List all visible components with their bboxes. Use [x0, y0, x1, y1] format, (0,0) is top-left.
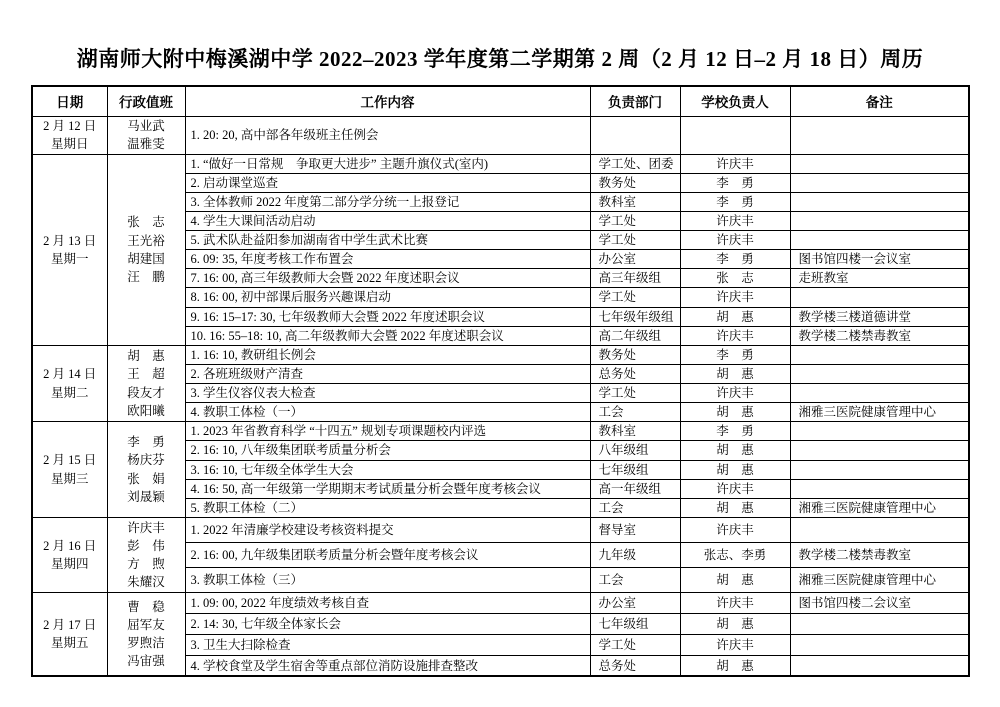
school-leader-cell: 李 勇: [680, 192, 790, 211]
school-leader-cell: 胡 惠: [680, 460, 790, 479]
admin-name: 朱耀汉: [127, 575, 165, 589]
work-content-cell: 2. 14: 30, 七年级全体家长会: [185, 613, 590, 634]
header-department: 负责部门: [590, 86, 680, 116]
admin-name: 王 超: [127, 367, 165, 382]
work-content-cell: 3. 全体教师 2022 年度第二部分学分统一上报登记: [185, 192, 590, 211]
remark-cell: 走班教室: [790, 269, 969, 288]
remark-cell: [790, 192, 969, 211]
remark-cell: [790, 422, 969, 441]
admin-duty-cell: [107, 422, 185, 518]
department-cell: 督导室: [590, 517, 680, 542]
department-cell: 教务处: [590, 173, 680, 192]
admin-name: 温雅雯: [127, 137, 165, 151]
school-leader-cell: 胡 惠: [680, 441, 790, 460]
weekday-text: 星期三: [50, 471, 89, 486]
date-text: 2 月 14 日: [43, 367, 97, 382]
remark-cell: 湘雅三医院健康管理中心: [790, 403, 969, 422]
school-leader-cell: 许庆丰: [680, 634, 790, 655]
admin-name: 胡 惠: [127, 349, 165, 364]
department-cell: 工会: [590, 567, 680, 592]
admin-name: 屈军友: [127, 618, 165, 632]
school-leader-cell: 胡 惠: [680, 364, 790, 383]
department-cell: 学工处: [590, 231, 680, 250]
department-cell: 八年级组: [590, 441, 680, 460]
table-row: [32, 154, 969, 173]
school-leader-cell: 张志、李勇: [680, 542, 790, 567]
work-content-cell: 3. 教职工体检（三）: [185, 567, 590, 592]
work-content-cell: 7. 16: 00, 高三年级教师大会暨 2022 年度述职会议: [185, 269, 590, 288]
admin-name: 汪 鹏: [127, 269, 165, 284]
work-content-cell: 1. 2022 年清廉学校建设考核资料提交: [185, 517, 590, 542]
date-cell: [32, 345, 107, 422]
school-leader-cell: 胡 惠: [680, 613, 790, 634]
department-cell: 学工处: [590, 288, 680, 307]
school-leader-cell: 许庆丰: [680, 326, 790, 345]
remark-cell: [790, 460, 969, 479]
day-group: [32, 345, 969, 422]
school-leader-cell: 胡 惠: [680, 655, 790, 676]
department-cell: [590, 116, 680, 154]
school-leader-cell: 许庆丰: [680, 479, 790, 498]
school-leader-cell: 许庆丰: [680, 592, 790, 613]
remark-cell: [790, 345, 969, 364]
header-date: 日期: [32, 86, 107, 116]
department-cell: 办公室: [590, 250, 680, 269]
remark-cell: [790, 634, 969, 655]
header-school-leader: 学校负责人: [680, 86, 790, 116]
admin-name: 李 勇: [127, 435, 165, 450]
work-content-cell: 4. 学生大课间活动启动: [185, 211, 590, 230]
remark-cell: [790, 364, 969, 383]
admin-name: 罗煦洁: [127, 636, 165, 651]
date-text: 2 月 17 日: [43, 618, 97, 632]
admin-name: 王光裕: [127, 233, 165, 248]
admin-name: 胡建国: [127, 251, 165, 266]
table-row: [32, 422, 969, 441]
day-group: [32, 116, 969, 154]
admin-name: 马业武: [127, 118, 165, 133]
table-row: [32, 345, 969, 364]
work-content-cell: 6. 09: 35, 年度考核工作布置会: [185, 250, 590, 269]
day-group: [32, 517, 969, 592]
work-content-cell: 2. 16: 10, 八年级集团联考质量分析会: [185, 441, 590, 460]
school-leader-cell: 胡 惠: [680, 307, 790, 326]
school-leader-cell: 李 勇: [680, 422, 790, 441]
day-group: [32, 422, 969, 518]
department-cell: 总务处: [590, 655, 680, 676]
date-cell: [32, 592, 107, 676]
remark-cell: 图书馆四楼一会议室: [790, 250, 969, 269]
admin-name: 许庆丰: [127, 520, 165, 535]
work-content-cell: 3. 16: 10, 七年级全体学生大会: [185, 460, 590, 479]
department-cell: 学工处: [590, 634, 680, 655]
table-row: [32, 517, 969, 542]
remark-cell: [790, 655, 969, 676]
remark-cell: 湘雅三医院健康管理中心: [790, 498, 969, 517]
school-leader-cell: 李 勇: [680, 345, 790, 364]
department-cell: 高一年级组: [590, 479, 680, 498]
admin-name: 曹 稳: [127, 599, 165, 614]
work-content-cell: 4. 学校食堂及学生宿舍等重点部位消防设施排查整改: [185, 655, 590, 676]
department-cell: 七年级组: [590, 460, 680, 479]
work-content-cell: 2. 启动课堂巡查: [185, 173, 590, 192]
remark-cell: [790, 384, 969, 403]
work-content-cell: 8. 16: 00, 初中部课后服务兴趣课启动: [185, 288, 590, 307]
department-cell: 工会: [590, 403, 680, 422]
department-cell: 七年级年级组: [590, 307, 680, 326]
day-group: [32, 592, 969, 676]
school-leader-cell: 许庆丰: [680, 288, 790, 307]
remark-cell: [790, 517, 969, 542]
work-content-cell: 1. 16: 10, 教研组长例会: [185, 345, 590, 364]
work-content-cell: 1. 2023 年省教育科学 “十四五” 规划专项课题校内评选: [185, 422, 590, 441]
admin-name: 段友才: [127, 385, 165, 400]
table-row: [32, 116, 969, 154]
weekday-text: 星期一: [50, 251, 89, 266]
department-cell: 总务处: [590, 364, 680, 383]
table-header: [32, 86, 969, 116]
department-cell: 教务处: [590, 345, 680, 364]
remark-cell: [790, 613, 969, 634]
weekday-text: 星期五: [50, 636, 89, 651]
header-work-content: 工作内容: [185, 86, 590, 116]
work-content-cell: 10. 16: 55–18: 10, 高二年级教师大会暨 2022 年度述职会议: [185, 326, 590, 345]
department-cell: 高二年级组: [590, 326, 680, 345]
admin-duty-cell: [107, 154, 185, 345]
school-leader-cell: 许庆丰: [680, 517, 790, 542]
school-leader-cell: 胡 惠: [680, 567, 790, 592]
remark-cell: [790, 173, 969, 192]
school-leader-cell: 许庆丰: [680, 154, 790, 173]
admin-name: 张 娟: [127, 471, 165, 486]
table-row: [32, 592, 969, 613]
school-leader-cell: 张 志: [680, 269, 790, 288]
school-leader-cell: 李 勇: [680, 250, 790, 269]
date-text: 2 月 13 日: [43, 233, 97, 248]
date-text: 2 月 12 日: [43, 118, 97, 133]
weekday-text: 星期日: [50, 137, 89, 151]
department-cell: 九年级: [590, 542, 680, 567]
department-cell: 学工处: [590, 211, 680, 230]
date-cell: [32, 116, 107, 154]
remark-cell: [790, 231, 969, 250]
date-text: 2 月 16 日: [43, 538, 97, 553]
department-cell: 办公室: [590, 592, 680, 613]
department-cell: 教科室: [590, 192, 680, 211]
department-cell: 高三年级组: [590, 269, 680, 288]
school-leader-cell: 许庆丰: [680, 211, 790, 230]
work-content-cell: 4. 16: 50, 高一年级第一学期期末考试质量分析会暨年度考核会议: [185, 479, 590, 498]
work-content-cell: 1. 09: 00, 2022 年度绩效考核自查: [185, 592, 590, 613]
admin-name: 冯宙强: [127, 654, 165, 669]
work-content-cell: 1. 20: 20, 高中部各年级班主任例会: [185, 116, 590, 154]
admin-name: 刘晟颖: [127, 489, 165, 504]
weekday-text: 星期二: [50, 385, 89, 400]
work-content-cell: 3. 卫生大扫除检查: [185, 634, 590, 655]
remark-cell: [790, 116, 969, 154]
remark-cell: [790, 441, 969, 460]
admin-duty-cell: [107, 116, 185, 154]
department-cell: 学工处: [590, 384, 680, 403]
header-remark: 备注: [790, 86, 969, 116]
admin-duty-cell: [107, 517, 185, 592]
remark-cell: 教学楼三楼道德讲堂: [790, 307, 969, 326]
admin-name: 彭 伟: [127, 538, 165, 553]
header-row: [32, 86, 969, 116]
work-content-cell: 2. 各班班级财产清查: [185, 364, 590, 383]
work-content-cell: 5. 武术队赴益阳参加湖南省中学生武术比赛: [185, 231, 590, 250]
remark-cell: [790, 479, 969, 498]
admin-name: 杨庆芬: [127, 453, 165, 468]
date-cell: [32, 517, 107, 592]
header-admin-duty: 行政值班: [107, 86, 185, 116]
remark-cell: 教学楼二楼禁毒教室: [790, 542, 969, 567]
school-leader-cell: 李 勇: [680, 173, 790, 192]
admin-name: 欧阳曦: [127, 403, 165, 418]
work-content-cell: 5. 教职工体检（二）: [185, 498, 590, 517]
remark-cell: 教学楼二楼禁毒教室: [790, 326, 969, 345]
school-leader-cell: 胡 惠: [680, 403, 790, 422]
department-cell: 工会: [590, 498, 680, 517]
date-cell: [32, 154, 107, 345]
remark-cell: [790, 154, 969, 173]
page-title: 湖南师大附中梅溪湖中学 2022–2023 学年度第二学期第 2 周（2 月 12 日–2 月 18 日）周历: [76, 47, 924, 71]
admin-name: 张 志: [127, 215, 165, 230]
admin-name: 方 煦: [127, 556, 165, 571]
admin-duty-cell: [107, 345, 185, 422]
admin-duty-cell: [107, 592, 185, 676]
department-cell: 教科室: [590, 422, 680, 441]
date-text: 2 月 15 日: [43, 453, 97, 468]
department-cell: 七年级组: [590, 613, 680, 634]
remark-cell: 图书馆四楼二会议室: [790, 592, 969, 613]
work-content-cell: 2. 16: 00, 九年级集团联考质量分析会暨年度考核会议: [185, 542, 590, 567]
school-leader-cell: 许庆丰: [680, 231, 790, 250]
school-leader-cell: 胡 惠: [680, 498, 790, 517]
work-content-cell: 3. 学生仪容仪表大检查: [185, 384, 590, 403]
remark-cell: [790, 288, 969, 307]
work-content-cell: 1. “做好一日常规 争取更大进步” 主题升旗仪式(室内): [185, 154, 590, 173]
weekday-text: 星期四: [50, 556, 89, 571]
remark-cell: 湘雅三医院健康管理中心: [790, 567, 969, 592]
weekly-schedule-table: [31, 85, 970, 677]
department-cell: 学工处、团委: [590, 154, 680, 173]
remark-cell: [790, 211, 969, 230]
school-leader-cell: 许庆丰: [680, 384, 790, 403]
date-cell: [32, 422, 107, 518]
work-content-cell: 9. 16: 15–17: 30, 七年级教师大会暨 2022 年度述职会议: [185, 307, 590, 326]
work-content-cell: 4. 教职工体检（一）: [185, 403, 590, 422]
day-group: [32, 154, 969, 345]
school-leader-cell: [680, 116, 790, 154]
